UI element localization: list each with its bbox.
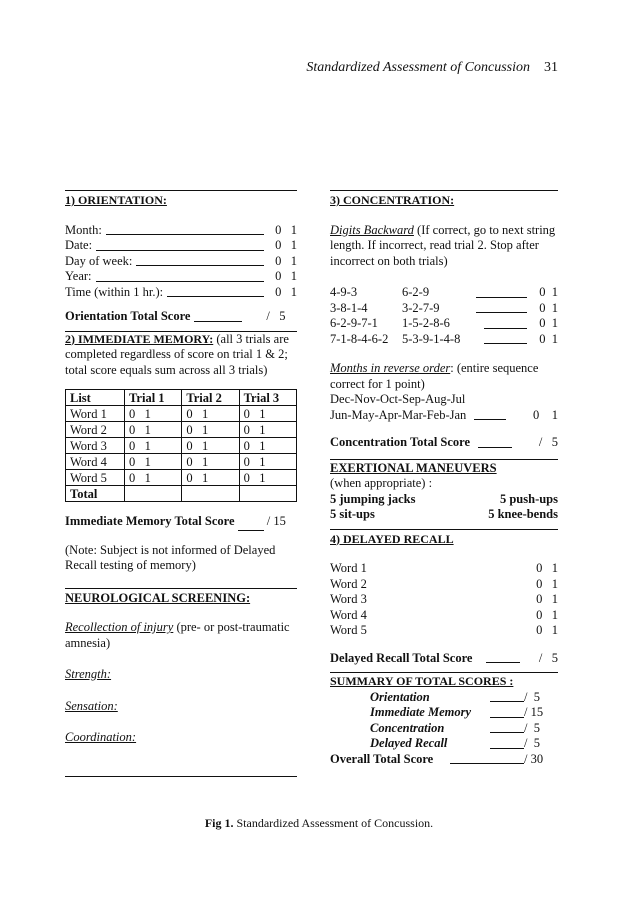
- table-row: Word 3 0 1 0 1 0 1: [66, 438, 297, 454]
- orientation-item: Time (within 1 hr.): 0 1: [65, 284, 297, 299]
- score-blank[interactable]: [490, 701, 524, 702]
- table-row: Word 4 0 1 0 1 0 1: [66, 454, 297, 470]
- summary-item: Delayed Recall / 5: [370, 736, 540, 750]
- list-item: 6-2-9-7-1 1-5-2-8-6 0 1: [330, 316, 558, 330]
- coordination-label: Coordination:: [65, 730, 137, 744]
- section-rule: [330, 459, 558, 460]
- answer-blank[interactable]: [106, 234, 264, 235]
- summary-heading: SUMMARY OF TOTAL SCORES :: [330, 674, 514, 688]
- running-header: [306, 60, 558, 76]
- list-item: 5 sit-ups 5 knee-bends: [330, 507, 558, 521]
- table-total-row: Total: [66, 486, 297, 502]
- table-row: Word 2 0 1 0 1 0 1: [66, 422, 297, 438]
- score-blank[interactable]: [490, 748, 524, 749]
- orientation-item: Day of week: 0 1: [65, 253, 297, 268]
- list-item: 3-8-1-4 3-2-7-9 0 1: [330, 300, 558, 315]
- orientation-list: [65, 223, 297, 301]
- total-blank[interactable]: [238, 514, 264, 531]
- sensation-label: Sensation:: [65, 698, 118, 713]
- section-rule: [330, 672, 558, 673]
- page-number: 31: [544, 60, 558, 75]
- months-line: Dec-Nov-Oct-Sep-Aug-Jul: [330, 392, 466, 406]
- recall-heading: 4) DELAYED RECALL: [330, 531, 454, 546]
- table-row: Word 1 0 1 0 1 0 1: [66, 406, 297, 422]
- section-rule: [330, 190, 558, 191]
- answer-blank[interactable]: [476, 312, 527, 313]
- months-line: Jun-May-Apr-Mar-Feb-Jan 0 1: [330, 407, 558, 422]
- list-item: Word 5 0 1: [330, 623, 558, 637]
- orientation-item: Year: 0 1: [65, 269, 297, 283]
- answer-blank[interactable]: [96, 250, 264, 251]
- header-title: Standardized Assessment of Concussion: [306, 60, 530, 75]
- orientation-item: Date: 0 1: [65, 238, 297, 252]
- memory-total: Immediate Memory Total Score / 15: [65, 514, 297, 531]
- table-row: Word 5 0 1 0 1 0 1: [66, 470, 297, 486]
- score-blank[interactable]: [450, 763, 524, 764]
- orientation-item: Month: 0 1: [65, 222, 297, 237]
- answer-blank[interactable]: [476, 297, 527, 298]
- digits-instructions: Digits Backward (If correct, go to next string length. If incorrect, read trial 2. Stop after incorrect on both trials): [330, 222, 556, 268]
- exertion-heading: EXERTIONAL MANEUVERS: [330, 460, 497, 475]
- digits-list: [330, 285, 558, 347]
- total-blank[interactable]: [478, 447, 512, 448]
- summary-section: [330, 674, 558, 767]
- answer-blank[interactable]: [96, 281, 264, 282]
- strength-label: Strength:: [65, 667, 112, 681]
- section-rule: [65, 190, 297, 191]
- answer-blank[interactable]: [474, 419, 506, 420]
- answer-blank[interactable]: [136, 265, 264, 266]
- section-rule: [65, 776, 297, 777]
- answer-blank[interactable]: [484, 328, 527, 329]
- recall-list: [330, 561, 558, 639]
- summary-item: Concentration / 5: [370, 720, 540, 735]
- total-blank[interactable]: [486, 662, 520, 663]
- answer-blank[interactable]: [484, 343, 527, 344]
- summary-overall: Overall Total Score / 30: [330, 751, 544, 766]
- score-blank[interactable]: [490, 732, 524, 733]
- memory-intro: 2) IMMEDIATE MEMORY: (all 3 trials are completed regardless of score on trial 1 & 2; total score equals sum across all 3 trials): [65, 331, 289, 377]
- concentration-total: Concentration Total Score / 5: [330, 435, 558, 449]
- table-header-row: List Trial 1 Trial 2 Trial 3: [66, 390, 297, 406]
- orientation-heading: 1) ORIENTATION:: [65, 193, 167, 207]
- figure-caption: Fig 1. Standardized Assessment of Concussion.: [204, 816, 434, 830]
- total-blank[interactable]: [194, 321, 242, 322]
- right-column: [330, 190, 558, 767]
- section-rule: [65, 588, 297, 589]
- left-column: [65, 190, 297, 777]
- recollection-line: Recollection of injury (pre- or post-traumatic amnesia): [65, 620, 290, 650]
- section-rule: [330, 529, 558, 530]
- memory-note: (Note: Subject is not informed of Delayed Recall testing of memory): [65, 542, 276, 572]
- list-item: Word 2 0 1: [330, 576, 558, 591]
- list-item: 7-1-8-4-6-2 5-3-9-1-4-8 0 1: [330, 331, 558, 346]
- list-item: 4-9-3 6-2-9 0 1: [330, 285, 558, 299]
- list-item: Word 1 0 1: [330, 561, 558, 575]
- concentration-heading: 3) CONCENTRATION:: [330, 193, 455, 207]
- recall-total: Delayed Recall Total Score / 5: [330, 650, 558, 665]
- list-item: Word 3 0 1: [330, 592, 558, 606]
- neuro-heading: NEUROLOGICAL SCREENING:: [65, 590, 251, 605]
- score-blank[interactable]: [490, 717, 524, 718]
- orientation-total: Orientation Total Score / 5: [65, 309, 286, 323]
- list-item: 5 jumping jacks 5 push-ups: [330, 491, 558, 506]
- summary-item: Immediate Memory / 15: [370, 705, 544, 719]
- answer-blank[interactable]: [167, 296, 264, 297]
- exertion-when: (when appropriate) :: [330, 476, 433, 490]
- months-instructions: Months in reverse order: (entire sequence correct for 1 point): [330, 361, 539, 391]
- summary-item: Orientation / 5: [370, 689, 540, 704]
- memory-table: [65, 389, 297, 502]
- list-item: Word 4 0 1: [330, 607, 558, 622]
